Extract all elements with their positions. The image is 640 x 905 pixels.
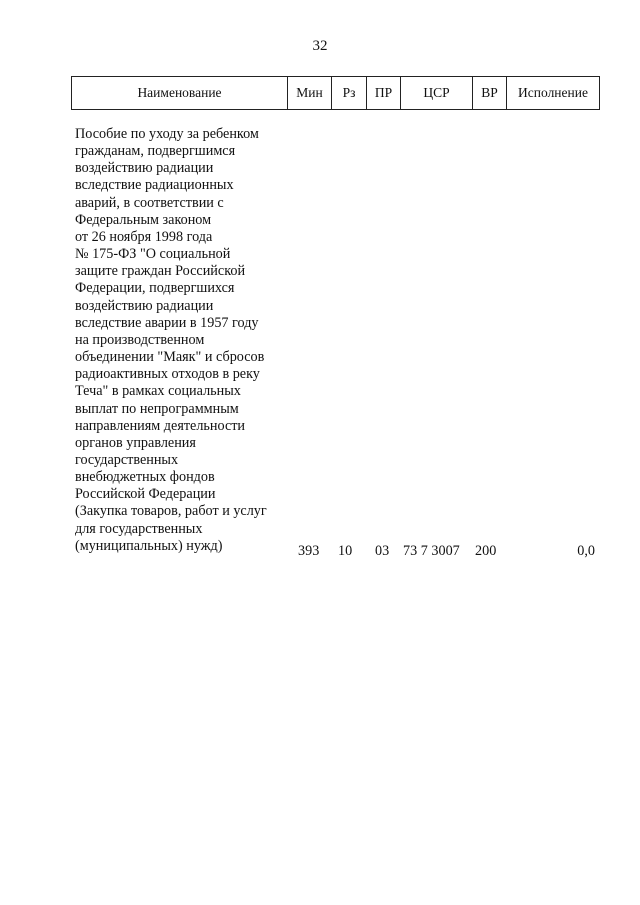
row-name-line: вследствие радиационных: [75, 177, 234, 194]
row-name-line: аварий, в соответствии с: [75, 194, 224, 211]
row-name-line: Пособие по уходу за ребенком: [75, 126, 259, 142]
page-number: 32: [312, 38, 328, 54]
row-name-line: выплат по непрограммным: [75, 400, 239, 417]
cell-csr: 73 7 3007: [403, 543, 460, 559]
row-name-line: (Закупка товаров, работ и услуг: [75, 503, 267, 520]
row-name: [75, 126, 290, 555]
cell-ispolnenie: 0,0: [577, 543, 595, 559]
row-name-line: Российской Федерации: [75, 486, 216, 503]
row-name-line: объединении "Маяк" и сбросов: [75, 349, 265, 366]
header-ispolnenie: Исполнение: [507, 77, 600, 110]
row-name-line: вследствие аварии в 1957 году: [75, 314, 259, 331]
row-name-line: гражданам, подвергшимся: [75, 143, 236, 160]
cell-rz: 10: [338, 543, 353, 559]
row-name-line: от 26 ноября 1998 года: [75, 228, 213, 245]
row-name-line: направлениям деятельности: [75, 417, 246, 434]
header-pr: ПР: [367, 77, 401, 110]
header-naimenovanie: Наименование: [72, 77, 288, 110]
row-name-line: органов управления: [75, 434, 196, 451]
cell-vr: 200: [475, 543, 497, 559]
row-name-line: воздействию радиации: [75, 297, 214, 314]
table-header: [71, 76, 600, 110]
header-vr: ВР: [473, 77, 507, 110]
row-name-line: защите граждан Российской: [75, 263, 246, 280]
row-name-line: радиоактивных отходов в реку: [75, 366, 260, 383]
row-name-line: (муниципальных) нужд): [75, 537, 223, 554]
row-name-line: Федерации, подвергшихся: [75, 280, 235, 297]
row-name-line: № 175-ФЗ "О социальной: [75, 246, 231, 263]
row-name-line: воздействию радиации: [75, 160, 214, 177]
header-csr: ЦСР: [401, 77, 473, 110]
cell-pr: 03: [375, 543, 390, 559]
row-name-line: внебюджетных фондов: [75, 469, 215, 486]
cell-min: 393: [298, 543, 320, 559]
row-name-line: Федеральным законом: [75, 211, 212, 228]
row-name-line: для государственных: [75, 520, 203, 537]
header-rz: Рз: [332, 77, 367, 110]
row-name-line: Теча" в рамках социальных: [75, 383, 241, 400]
header-min: Мин: [288, 77, 332, 110]
row-name-line: государственных: [75, 451, 179, 468]
row-name-line: на производственном: [75, 331, 205, 348]
